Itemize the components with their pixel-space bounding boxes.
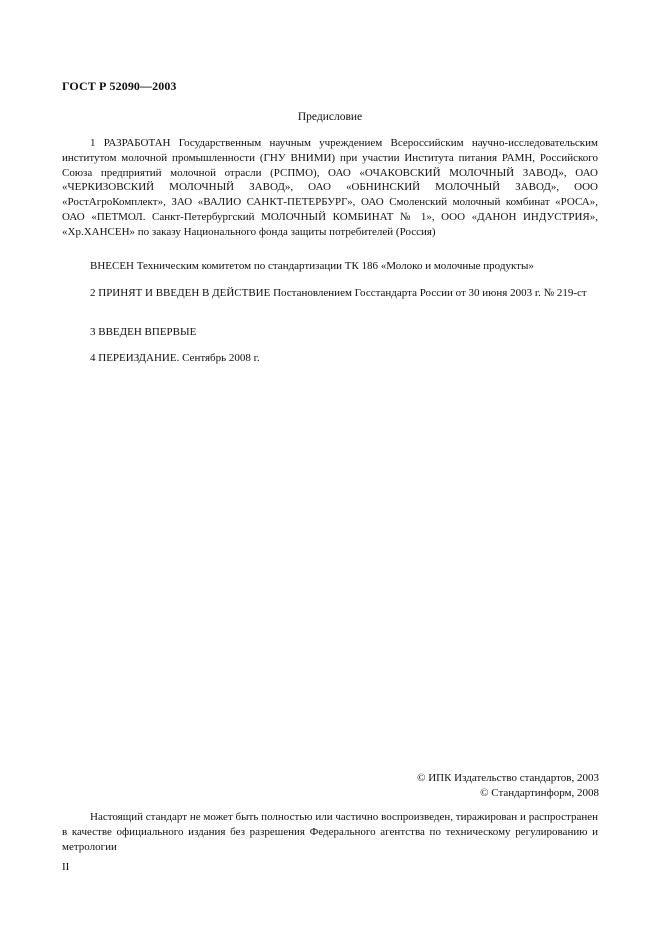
foreword-paragraph-reissue: 4 ПЕРЕИЗДАНИЕ. Сентябрь 2008 г. (90, 352, 260, 364)
foreword-paragraph-adopted: 2 ПРИНЯТ И ВВЕДЕН В ДЕЙСТВИЕ Постановлением Госстандарта России от 30 июня 2003 г. № 219-ст (90, 287, 587, 299)
reproduction-notice: Настоящий стандарт не может быть полностью или частично воспроизведен, тиражирован и распространен в качестве официального издания без разрешения Федерального агентства по техническому регулированию и метрологии (62, 811, 598, 853)
copyright-line-publisher: © ИПК Издательство стандартов, 2003 (417, 772, 599, 784)
page-number: II (62, 861, 70, 873)
foreword-paragraph-submitted: ВНЕСЕН Техническим комитетом по стандартизации ТК 186 «Молоко и молочные продукты» (90, 260, 534, 272)
foreword-paragraph-first-introduced: 3 ВВЕДЕН ВПЕРВЫЕ (90, 326, 197, 338)
foreword-paragraph-developed: 1 РАЗРАБОТАН Государственным научным учреждением Всероссийским научно-исследовательским институтом молочной промышленности (ГНУ ВНИМИ) при участии Института питания РАМН, Российского Союза предприятий молочной отрасли (РСПМО), ОАО «ОЧАКОВСКИЙ МОЛОЧНЫЙ ЗАВОД», ОАО «ЧЕРКИЗОВСКИЙ МОЛОЧНЫЙ ЗАВОД», ОАО «ОБНИНСКИЙ МОЛОЧНЫЙ ЗАВОД», ООО «РостАгроКомплект», ЗАО «ВАЛИО САНКТ-ПЕТЕРБУРГ», ОАО Смоленский молочный комбинат «РОСА», ОАО «ПЕТМОЛ. Санкт-Петербургский МОЛОЧНЫЙ КОМБИНАТ № 1», ООО «ДАНОН ИНДУСТРИЯ», «Хр.ХАНСЕН» по заказу Национального фонда защиты потребителей (Россия) (62, 137, 598, 238)
copyright-line-standartinform: © Стандартинформ, 2008 (480, 787, 599, 799)
foreword-title: Предисловие (297, 111, 363, 123)
document-code: ГОСТ Р 52090—2003 (62, 79, 177, 93)
